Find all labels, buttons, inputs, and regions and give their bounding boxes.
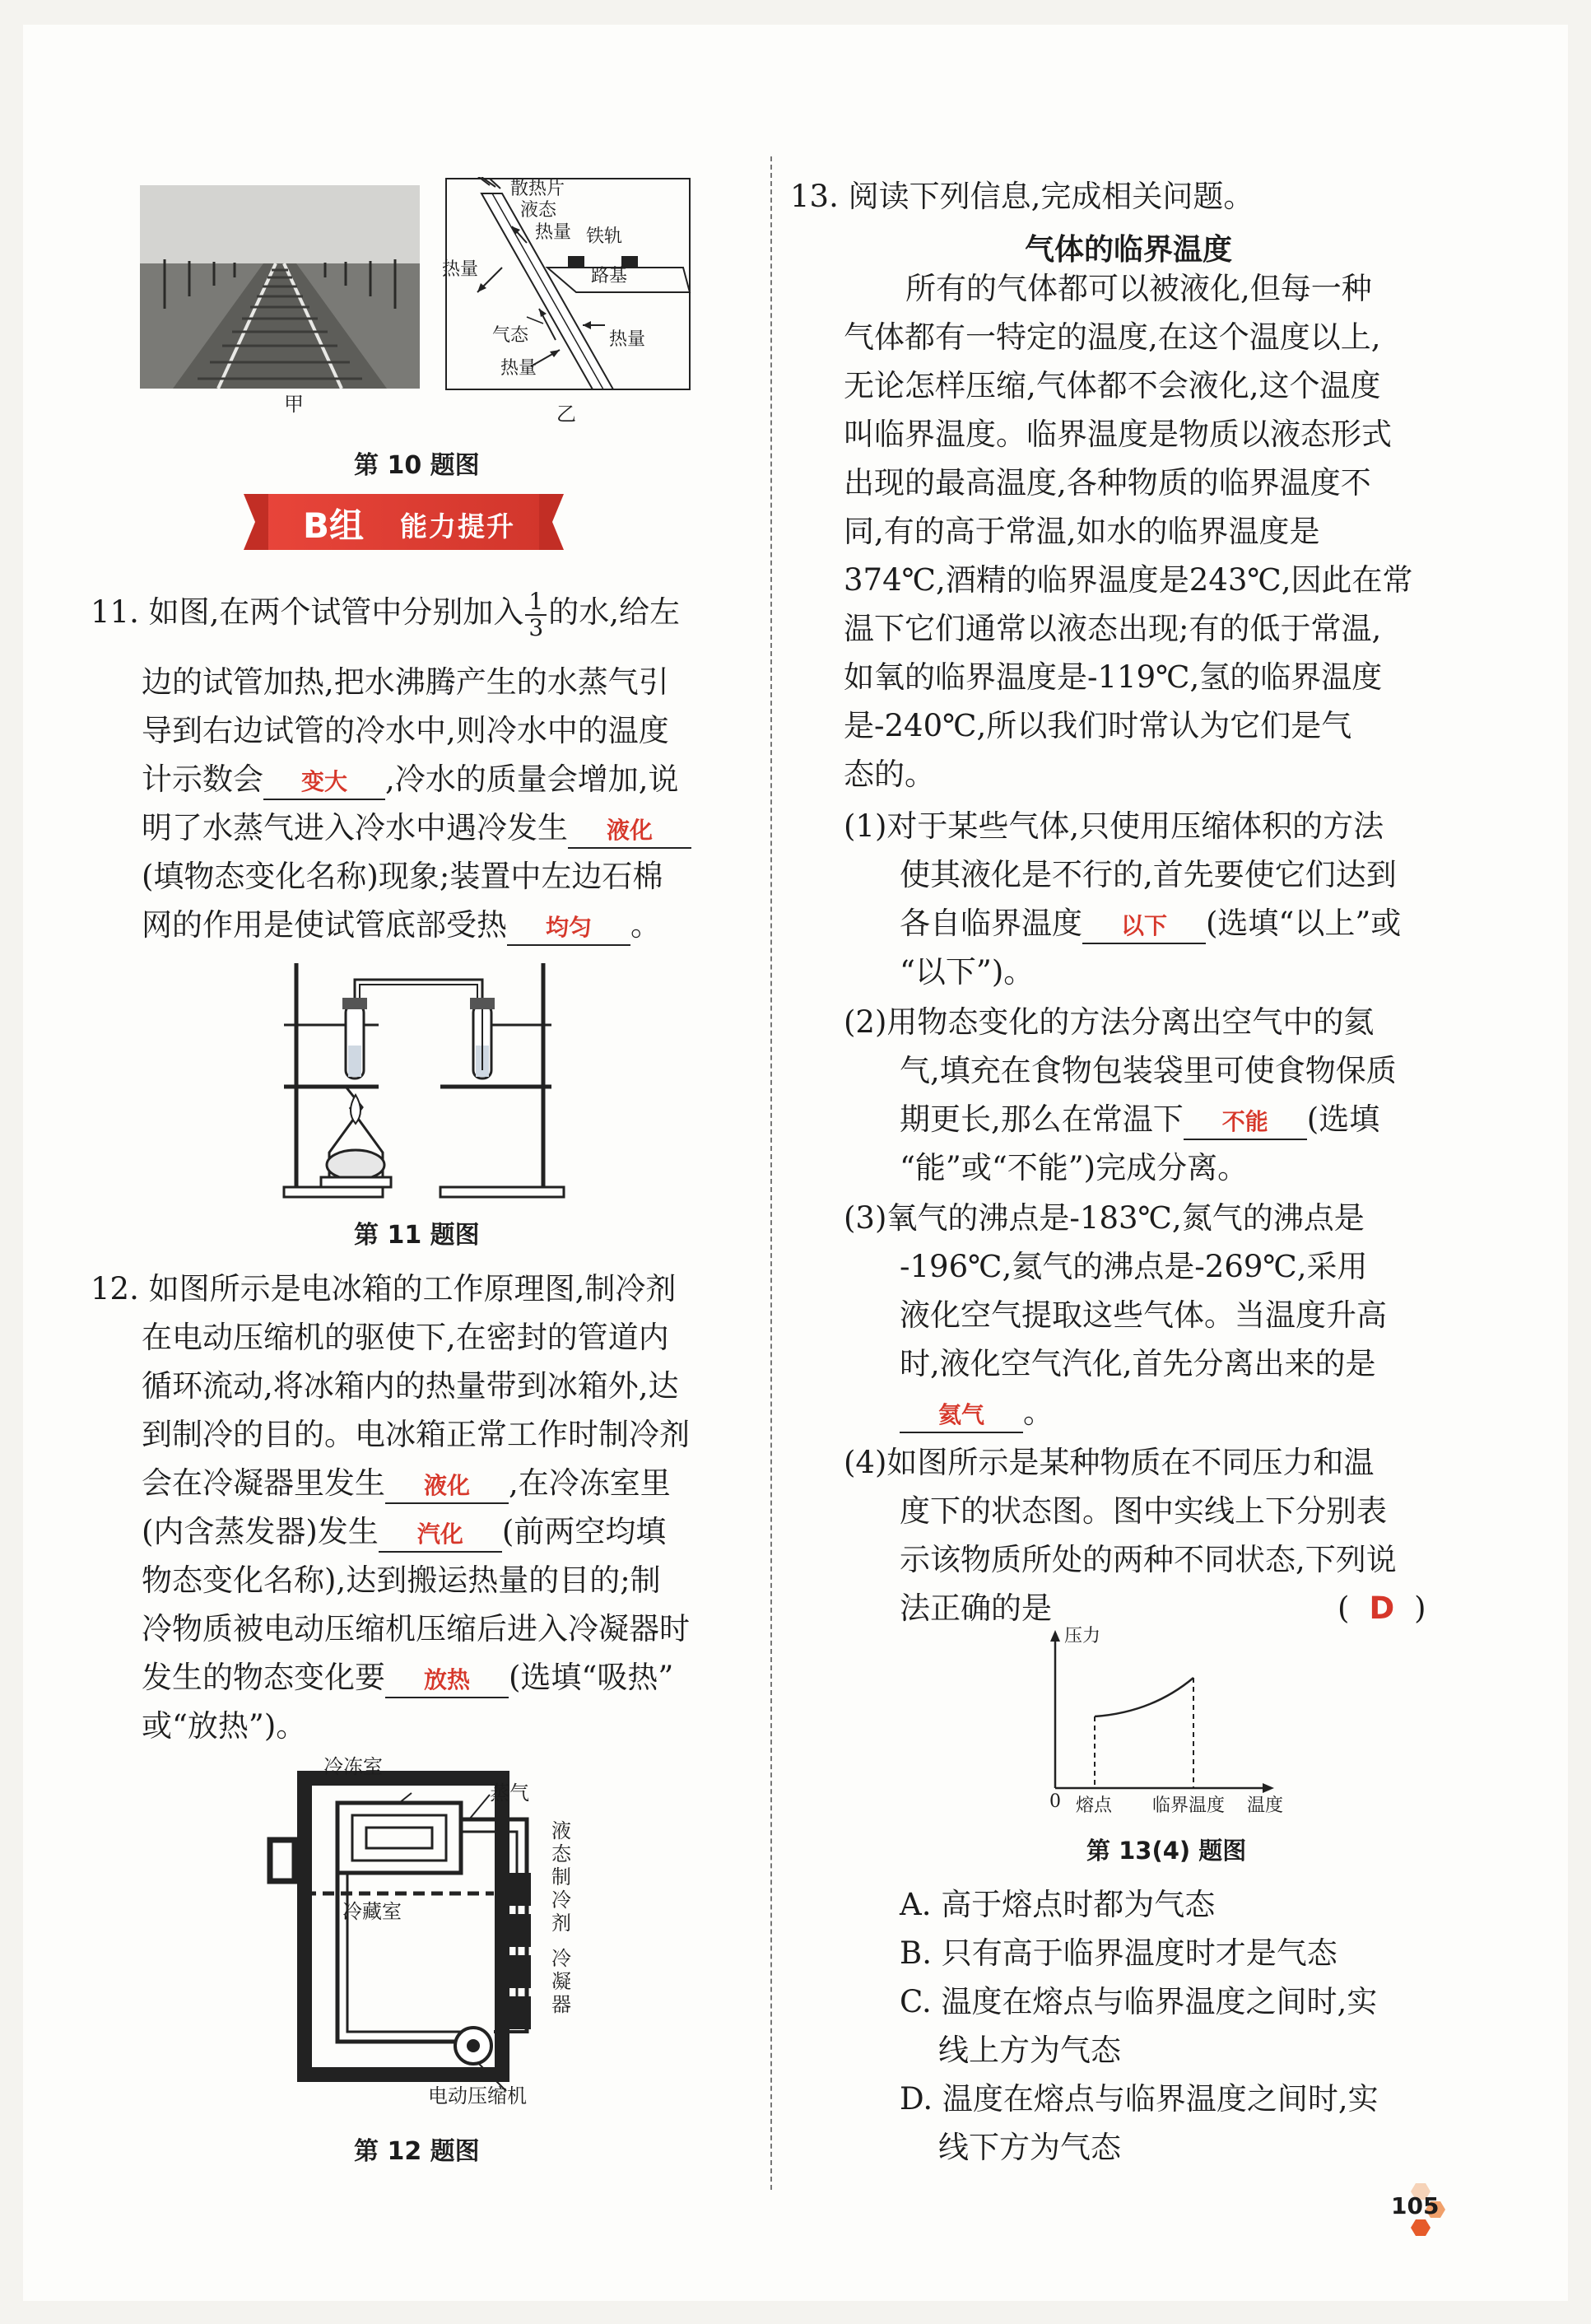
q13-s1-number: (1)	[844, 808, 887, 844]
fig10-liquid: 液态	[520, 200, 557, 221]
q13-para-0: 所有的气体都可以被液化,但每一种	[905, 271, 1372, 306]
fig10-heat-3: 热量	[609, 329, 646, 350]
q11-text: 如图,在两个试管中分别加入	[148, 594, 524, 630]
q13-s4-line3: 示该物质所处的两种不同状态,下列说	[900, 1542, 1397, 1577]
q13-para-3: 叫临界温度。临界温度是物质以液态形式	[844, 417, 1392, 452]
q12-line6	[142, 1508, 666, 1556]
paren-right: )	[1414, 1590, 1426, 1626]
q13-s1-line1	[844, 803, 1384, 850]
fig11-apparatus	[280, 955, 576, 1202]
q11-answer-1[interactable]: 变大	[263, 766, 385, 800]
q13-option-d[interactable]: D. 温度在熔点与临界温度之间时,实	[900, 2081, 1379, 2117]
q13-s3-number: (3)	[844, 1200, 887, 1236]
q13-s4-answer[interactable]: D	[1369, 1590, 1395, 1626]
banner-left-tail	[244, 494, 268, 550]
fig13-caption: 第 13(4) 题图	[1086, 1837, 1247, 1865]
q13-text: 各自临界温度	[900, 906, 1082, 941]
q12-number: 12.	[91, 1271, 139, 1306]
fig10-gas: 气态	[492, 325, 529, 346]
section-banner	[262, 494, 545, 550]
q13-text: (选填	[1306, 1101, 1380, 1137]
q12-answer-1[interactable]: 液化	[385, 1469, 509, 1504]
q12-line9	[142, 1654, 673, 1702]
fraction-one-third	[525, 589, 547, 640]
q11-line7	[142, 901, 661, 949]
q12-text: 会在冷凝器里发生	[142, 1465, 385, 1501]
q13-text: 氧气的沸点是-183℃,氮气的沸点是	[886, 1200, 1365, 1236]
fig13-melt-label: 熔点	[1076, 1795, 1113, 1816]
q13-option-c-cont: 线上方为气态	[938, 2033, 1121, 2068]
q13-para-9: 是-240℃,所以我们时常认为它们是气	[844, 708, 1352, 743]
fig10-rail: 铁轨	[586, 226, 623, 247]
railway-photo	[140, 185, 420, 389]
fig10-caption: 第 10 题图	[354, 451, 480, 480]
q13-para-2: 无论怎样压缩,气体都不会液化,这个温度	[844, 368, 1381, 403]
q13-para-4: 出现的最高温度,各种物质的临界温度不	[844, 465, 1371, 501]
q13-number: 13.	[790, 179, 839, 214]
q13-s2-number: (2)	[844, 1004, 887, 1040]
fraction-denominator: 3	[528, 613, 544, 641]
fig12-condenser-label: 冷凝器	[551, 1947, 571, 2016]
railway-photo-drawing	[140, 185, 420, 389]
banner-right-tail	[539, 494, 564, 550]
q13-s3-line4: 时,液化空气汽化,首先分离出来的是	[900, 1346, 1376, 1381]
q13-text: 。	[1023, 1395, 1054, 1430]
q13-para-6: 374℃,酒精的临界温度是243℃,因此在常	[844, 562, 1413, 598]
fig12-liquid-label: 液态制冷剂	[551, 1819, 571, 1935]
q11-line6: (填物态变化名称)现象;装置中左边石棉	[142, 859, 663, 894]
q13-text: 如图所示是某种物质在不同压力和温	[886, 1445, 1375, 1480]
q13-s3-line5	[900, 1389, 1054, 1437]
q12-line7: 物态变化名称),达到搬运热量的目的;制	[142, 1563, 661, 1598]
q13-s1-answer[interactable]: 以下	[1082, 910, 1206, 944]
q13-text: 期更长,那么在常温下	[900, 1101, 1184, 1137]
q12-text: ,在冷冻室里	[509, 1465, 671, 1501]
fig10-heat-2: 热量	[442, 259, 479, 280]
fig12-freezer-label: 冷冻室	[323, 1755, 383, 1778]
q13-para-7: 温下它们通常以液态出现;有的低于常温,	[844, 611, 1382, 646]
fig10-label-yi: 乙	[556, 403, 576, 426]
q13-s3-line2: -196℃,氦气的沸点是-269℃,采用	[900, 1249, 1368, 1284]
q13-text: 阅读下列信息,完成相关问题。	[848, 179, 1254, 214]
page-number: 105	[1391, 2192, 1440, 2219]
q13-para-1: 气体都有一特定的温度,在这个温度以上,	[844, 319, 1381, 355]
fig11-caption: 第 11 题图	[354, 1221, 480, 1250]
q12-text: (选填“吸热”	[509, 1660, 674, 1695]
paren-left: (	[1337, 1590, 1350, 1626]
q12-text: (前两空均填	[501, 1514, 667, 1549]
q13-text: 用物态变化的方法分离出空气中的氦	[886, 1004, 1375, 1040]
q13-text: 对于某些气体,只使用压缩体积的方法	[886, 808, 1384, 844]
q12-line8: 冷物质被电动压缩机压缩后进入冷凝器时	[142, 1611, 690, 1646]
fig13-origin: 0	[1049, 1791, 1061, 1812]
q13-s4-choice	[1337, 1585, 1426, 1632]
q11-text: 的水,给左	[548, 594, 680, 630]
fig10-heat-4: 热量	[500, 358, 537, 379]
fig13-ylabel: 压力	[1064, 1626, 1101, 1646]
fig12-steam-label: 蒸气	[490, 1781, 529, 1805]
q12-text: 发生的物态变化要	[142, 1660, 385, 1695]
q13-s3-line1	[844, 1195, 1365, 1242]
q11-text: 明了水蒸气进入冷水中遇冷发生	[142, 810, 568, 845]
q11-text: 。	[630, 907, 661, 943]
q13-para-5: 同,有的高于常温,如水的临界温度是	[844, 514, 1320, 549]
q12-text: (内含蒸发器)发生	[142, 1514, 379, 1549]
fig10-roadbed: 路基	[591, 266, 628, 286]
q13-s1-line2: 使其液化是不行的,首先要使它们达到	[900, 857, 1397, 892]
fig13-xlabel: 温度	[1247, 1795, 1284, 1816]
q12-line2: 在电动压缩机的驱使下,在密封的管道内	[142, 1320, 669, 1355]
q11-number: 11.	[91, 594, 139, 630]
q11-text: 计示数会	[142, 761, 263, 797]
q12-line4: 到制冷的目的。电冰箱正常工作时制冷剂	[142, 1417, 690, 1452]
column-divider	[770, 156, 772, 2190]
q12-line3: 循环流动,将冰箱内的热量带到冰箱外,达	[142, 1368, 679, 1404]
banner-group: B组	[303, 505, 365, 546]
fraction-numerator: 1	[525, 589, 547, 616]
q11-text: 网的作用是使试管底部受热	[142, 907, 507, 943]
banner-title: 能力提升	[400, 510, 515, 543]
q13-s4-line2: 度下的状态图。图中实线上下分别表	[900, 1493, 1387, 1529]
q13-s1-line4: “以下”)。	[900, 954, 1035, 990]
q13-s2-line2: 气,填充在食物包装袋里可使食物保质	[900, 1053, 1397, 1088]
q13-article-title: 气体的临界温度	[1025, 233, 1233, 267]
fig10-diagram	[444, 177, 691, 391]
q13-s4-line4: 法正确的是	[900, 1590, 1052, 1626]
q11-line4	[142, 756, 679, 803]
q13-s2-answer[interactable]: 不能	[1184, 1106, 1307, 1140]
fig10-label-jia: 甲	[284, 393, 304, 416]
q11-line1	[91, 589, 680, 640]
q13-s1-line3	[900, 900, 1401, 948]
q13-para-8: 如氧的临界温度是-119℃,氢的临界温度	[844, 659, 1383, 695]
q11-answer-2[interactable]: 液化	[568, 814, 691, 849]
q11-line5	[142, 804, 691, 852]
q13-s4-number: (4)	[844, 1445, 887, 1480]
fig12-compressor-label: 电动压缩机	[428, 2084, 527, 2107]
q12-line10: 或“放热”)。	[142, 1708, 307, 1744]
q13-s3-answer[interactable]: 氦气	[900, 1399, 1023, 1433]
fig13-crit-label: 临界温度	[1152, 1795, 1226, 1816]
q12-line1	[91, 1265, 676, 1313]
q12-line5	[142, 1460, 671, 1507]
q11-line3: 导到右边试管的冷水中,则冷水中的温度	[142, 713, 669, 748]
q13-s4-line1	[844, 1439, 1374, 1487]
q13-intro	[790, 173, 1254, 221]
fig10-heat-sink: 散热片	[510, 179, 565, 199]
fig12-caption: 第 12 题图	[354, 2137, 480, 2166]
fig12-fridge-label: 冷藏室	[342, 1900, 402, 1923]
q13-s2-line3	[900, 1096, 1379, 1143]
q11-answer-3[interactable]: 均匀	[507, 911, 630, 946]
q13-text: (选填“以上”或	[1206, 906, 1402, 941]
fig13-phase-graph	[1045, 1630, 1292, 1803]
q12-answer-3[interactable]: 放热	[385, 1664, 509, 1698]
q13-option-a[interactable]: A. 高于熔点时都为气态	[900, 1887, 1216, 1922]
q13-option-b[interactable]: B. 只有高于临界温度时才是气态	[900, 1935, 1337, 1971]
q13-option-c[interactable]: C. 温度在熔点与临界温度之间时,实	[900, 1984, 1378, 2019]
q13-s2-line1	[844, 999, 1374, 1046]
q13-s3-line3: 液化空气提取这些气体。当温度升高	[900, 1297, 1387, 1333]
q13-s2-line4: “能”或“不能”)完成分离。	[900, 1150, 1249, 1185]
fig10-heat-1: 热量	[535, 222, 572, 243]
q12-text: 如图所示是电冰箱的工作原理图,制冷剂	[148, 1271, 677, 1306]
q11-line2: 边的试管加热,把水沸腾产生的水蒸气引	[142, 664, 669, 700]
q13-para-10: 态的。	[844, 757, 935, 792]
q12-answer-2[interactable]: 汽化	[379, 1518, 502, 1553]
fig12-fridge	[255, 1770, 601, 2116]
q11-text: ,冷水的质量会增加,说	[385, 761, 679, 797]
q13-option-d-cont: 线下方为气态	[938, 2130, 1121, 2165]
